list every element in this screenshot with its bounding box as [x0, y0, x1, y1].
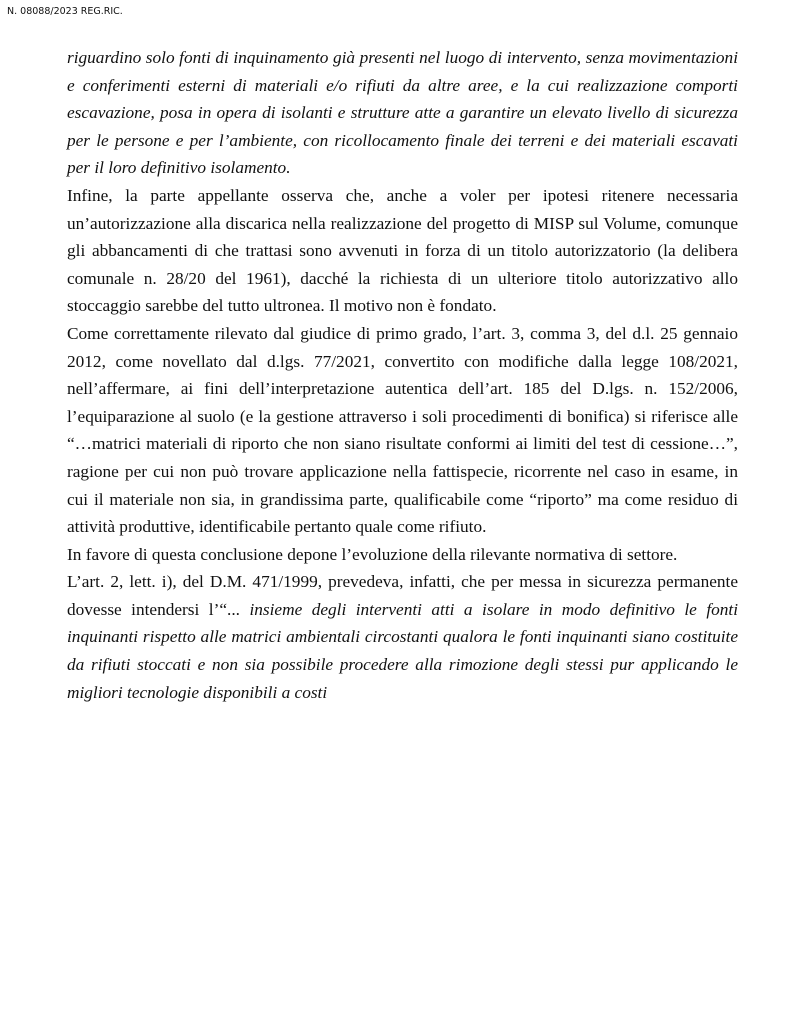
paragraph-1 [67, 44, 738, 182]
paragraph-text: Infine, la parte appellante osserva che, anche a voler per ipotesi ritenere necessaria un’autorizzazione alla discarica nella realizzazione del progetto di MISP sul Volume, comunque gli abbancamenti di che trattasi sono avvenuti in forza di un titolo autorizzatorio (la delibera comunale n. 28/20 del 1961), dacché la richiesta di un ulteriore titolo autorizzativo allo stoccaggio sarebbe del tutto ultronea. Il motivo non è fondato. [67, 185, 738, 316]
document-body [67, 44, 738, 706]
paragraph-text: riguardino solo fonti di inquinamento già presenti nel luogo di intervento, senza movimentazioni e conferimenti esterni di materiali e/o rifiuti da altre aree, e la cui realizzazione comporti escavazione, posa in opera di isolanti e strutture atte a garantire un elevato livello di sicurezza per le persone e per l’ambiente, con ricollocamento finale dei terreni e dei materiali escavati per il loro definitivo isolamento. [67, 48, 738, 178]
paragraph-text: L’art. 2, lett. i), del D.M. 471/1999, prevedeva, infatti, che per messa in sicurezza permanente dovesse intendersi l’“... [67, 572, 738, 619]
paragraph-text: Come correttamente rilevato dal giudice di primo grado, l’art. 3, comma 3, del d.l. 25 gennaio 2012, come novellato dal d.lgs. 77/2021, convertito con modifiche dalla legge 108/2021, nell’affermare, ai fini dell’interpretazione autentica dell’art. 185 del D.lgs. n. 152/2006, l’equiparazione al suolo (e la gestione attraverso i soli procedimenti di bonifica) si riferisce alle “…matrici materiali di riporto che non siano risultate conformi ai limiti del test di cessione…”, ragione per cui non può trovare applicazione nella fattispecie, ricorrente nel caso in esame, in cui il materiale non sia, in grandissima parte, qualificabile come “riporto” ma come residuo di attività produttive, identificabile pertanto quale come rifiuto. [67, 323, 738, 537]
paragraph-4 [67, 541, 738, 569]
paragraph-text: In favore di questa conclusione depone l’evoluzione della rilevante normativa di settore. [67, 544, 678, 564]
quoted-definition-text: insieme degli interventi atti a isolare in modo definitivo le fonti inquinanti rispetto alle matrici ambientali circostanti qualora le fonti inquinanti siano costituite da rifiuti stoccati e non sia possibile procedere alla rimozione degli stessi pur applicando le migliori tecnologie disponibili a costi [67, 599, 739, 702]
paragraph-2 [67, 182, 738, 320]
case-number-header: N. 08088/2023 REG.RIC. [7, 6, 123, 17]
paragraph-3 [67, 320, 738, 541]
paragraph-5 [67, 568, 738, 706]
